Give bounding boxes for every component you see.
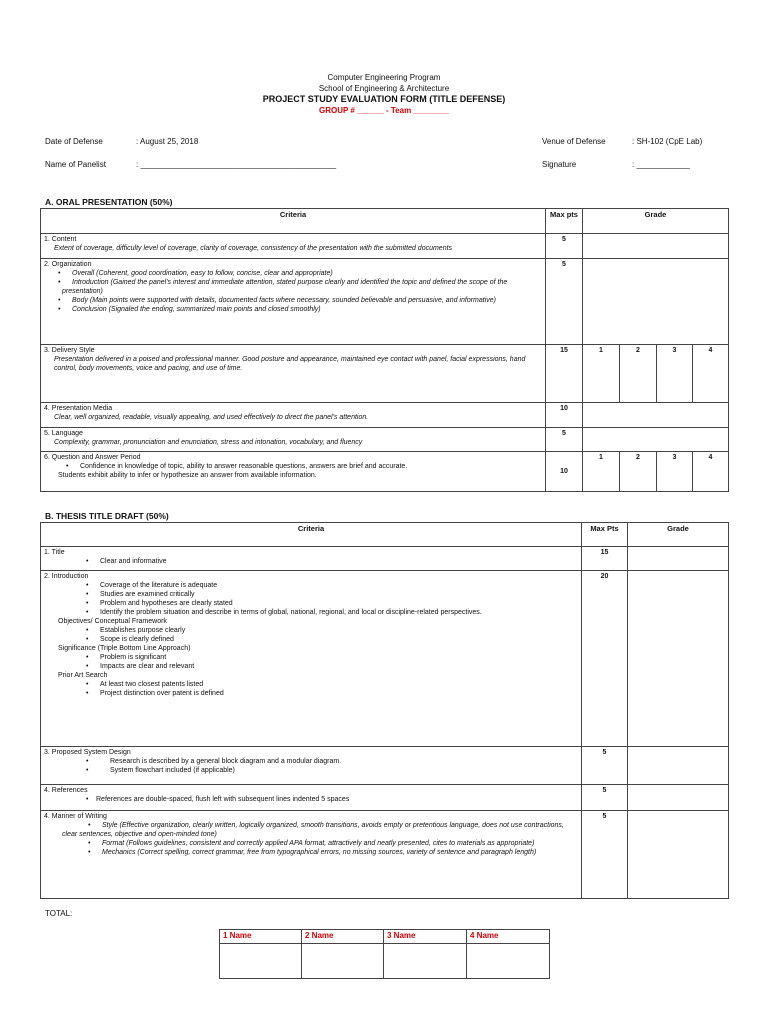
org-body: • Body (Main points were supported with details, documented facts where necessary, sounded believable and persuasive, and informative) <box>44 296 542 305</box>
references-pts: 5 <box>582 785 628 811</box>
school-name: School of Engineering & Architecture <box>318 84 450 93</box>
section-b-title: B. THESIS TITLE DRAFT (50%) <box>45 511 169 521</box>
grade-cell[interactable] <box>628 785 729 811</box>
table-row <box>41 345 729 403</box>
signature-value[interactable]: : ____________ <box>632 160 690 169</box>
design-pts: 5 <box>582 747 628 785</box>
significance-item: • Impacts are clear and relevant <box>44 662 578 671</box>
name-header-4: 4 Name <box>467 930 550 944</box>
content-title: 1. Content <box>44 236 77 243</box>
delivery-title: 3. Delivery Style <box>44 347 95 354</box>
delivery-pts: 15 <box>546 345 583 403</box>
name-score-cell[interactable] <box>467 944 550 979</box>
content-pts: 5 <box>546 234 583 259</box>
writing-pts: 5 <box>582 811 628 899</box>
panelist-value[interactable]: : ____________________________________________ <box>136 160 337 169</box>
grade-cell[interactable] <box>628 811 729 899</box>
qa-title: 6. Question and Answer Period <box>44 454 141 461</box>
grade-3[interactable]: 3 <box>657 345 693 403</box>
name-score-cell[interactable] <box>220 944 302 979</box>
language-title: 5. Language <box>44 430 83 437</box>
media-desc: Clear, well organized, readable, visually appealing, and used effectively to direct the panel's attention. <box>54 414 369 421</box>
group-team-line: GROUP # ______ - Team ________ <box>318 106 449 115</box>
writing-row-label: 4. Manner of Writing <box>44 813 107 820</box>
title-item: • Clear and informative <box>44 557 578 566</box>
delivery-desc: Presentation delivered in a poised and professional manner. Good posture and appearance, maintained eye contact with panel, facial expressions, hand control, body movements, voice and pacing, and use of time. <box>54 356 526 372</box>
org-title: 2. Organization <box>44 261 92 268</box>
qa-pts: 10 <box>546 452 583 492</box>
prior-art-item: • At least two closest patents listed <box>44 680 578 689</box>
objectives-item: • Establishes purpose clearly <box>44 626 578 635</box>
table-row <box>41 571 729 747</box>
date-label: Date of Defense <box>45 137 103 146</box>
intro-item: • Problem and hypotheses are clearly stated <box>44 599 578 608</box>
media-pts: 10 <box>546 403 583 428</box>
writing-style: • Style (Effective organization, clearly written, logically organized, smooth transitions, avoids empty or pretentious language, does not use contractions, clear sentences, objective and open-minded tone) <box>44 821 578 839</box>
grade-cell[interactable] <box>628 547 729 571</box>
grade-cell[interactable] <box>583 259 729 345</box>
language-desc: Complexity, grammar, pronunciation and enunciation, stress and intonation, vocabulary, and fluency <box>54 439 363 446</box>
name-header-2: 2 Name <box>302 930 384 944</box>
objectives-item: • Scope is clearly defined <box>44 635 578 644</box>
objectives-label: Objectives/ Conceptual Framework <box>58 618 167 625</box>
writing-format: • Format (Follows guidelines, consistent and correctly applied APA format, attractively and neatly presented, cites to materials as appropriate) <box>44 839 578 848</box>
signature-label: Signature <box>542 160 577 169</box>
intro-item: • Studies are examined critically <box>44 590 578 599</box>
grade-1[interactable]: 1 <box>583 345 620 403</box>
name-score-cell[interactable] <box>384 944 467 979</box>
criteria-header: Criteria <box>41 209 546 234</box>
intro-item: • Coverage of the literature is adequate <box>44 581 578 590</box>
org-pts: 5 <box>546 259 583 345</box>
title-pts: 15 <box>582 547 628 571</box>
table-row <box>41 747 729 785</box>
grade-4[interactable]: 4 <box>693 345 729 403</box>
writing-mechanics: • Mechanics (Correct spelling, correct grammar, free from typographical errors, no missing sources, variety of sentence and paragraph length) <box>44 848 578 857</box>
qa-item: • Confidence in knowledge of topic, ability to answer reasonable questions, answers are brief and accurate. <box>44 462 542 471</box>
section-a-title: A. ORAL PRESENTATION (50%) <box>45 197 173 207</box>
panelist-label: Name of Panelist <box>45 160 106 169</box>
program-name: Computer Engineering Program <box>327 73 441 82</box>
grade-cell[interactable] <box>583 428 729 452</box>
name-score-cell[interactable] <box>302 944 384 979</box>
design-item: • Research is described by a general block diagram and a modular diagram. <box>44 757 578 766</box>
grade-4[interactable]: 4 <box>693 452 729 492</box>
intro-row-label: 2. Introduction <box>44 573 89 580</box>
date-value: : August 25, 2018 <box>136 137 199 146</box>
name-header-3: 3 Name <box>384 930 467 944</box>
grade-header: Grade <box>628 523 729 547</box>
grade-3[interactable]: 3 <box>657 452 693 492</box>
name-header-1: 1 Name <box>220 930 302 944</box>
design-item: • System flowchart included (if applicable) <box>44 766 578 775</box>
max-pts-header: Max pts <box>546 209 583 234</box>
names-table <box>219 929 550 979</box>
significance-item: • Problem is significant <box>44 653 578 662</box>
prior-art-item: • Project distinction over patent is defined <box>44 689 578 698</box>
title-row-label: 1. Title <box>44 549 65 556</box>
content-desc: Extent of coverage, difficulty level of coverage, clarity of coverage, consistency of the presentation with the submitted documents <box>54 245 453 252</box>
table-row <box>41 259 729 345</box>
media-title: 4. Presentation Media <box>44 405 113 412</box>
intro-item: • Identify the problem situation and describe in terms of global, national, regional, and local or discipline-related perspectives. <box>44 608 578 617</box>
table-row <box>41 547 729 571</box>
criteria-header: Criteria <box>41 523 582 547</box>
max-pts-header: Max Pts <box>582 523 628 547</box>
table-row <box>41 403 729 428</box>
thesis-title-table <box>40 522 729 899</box>
grade-1[interactable]: 1 <box>583 452 620 492</box>
references-row-label: 4. References <box>44 787 88 794</box>
table-row <box>41 428 729 452</box>
grade-cell[interactable] <box>583 403 729 428</box>
form-title: PROJECT STUDY EVALUATION FORM (TITLE DEFENSE) <box>262 94 506 104</box>
table-row <box>41 785 729 811</box>
grade-cell[interactable] <box>628 747 729 785</box>
language-pts: 5 <box>546 428 583 452</box>
grade-cell[interactable] <box>628 571 729 747</box>
qa-item-2: Students exhibit ability to infer or hypothesize an answer from available information. <box>58 472 317 479</box>
org-intro: • Introduction (Gained the panel's interest and immediate attention, stated purpose clearly and identified the topic and defined the scope of the presentation) <box>44 278 542 296</box>
prior-art-label: Prior Art Search <box>58 672 108 679</box>
form-header <box>0 72 768 116</box>
table-row <box>41 234 729 259</box>
grade-2[interactable]: 2 <box>620 345 657 403</box>
venue-value: : SH-102 (CpE Lab) <box>632 137 703 146</box>
table-row <box>41 452 729 492</box>
org-conclusion: • Conclusion (Signaled the ending, summarized main points and closed smoothly) <box>44 305 542 314</box>
references-item: • References are double-spaced, flush left with subsequent lines indented 5 spaces <box>44 795 578 804</box>
intro-pts: 20 <box>582 571 628 747</box>
significance-label: Significance (Triple Bottom Line Approach) <box>58 645 191 652</box>
grade-cell[interactable] <box>583 234 729 259</box>
grade-header: Grade <box>583 209 729 234</box>
total-label: TOTAL: <box>45 909 73 918</box>
design-row-label: 3. Proposed System Design <box>44 749 131 756</box>
org-overall: • Overall (Coherent, good coordination, easy to follow, concise, clear and appropriate) <box>44 269 542 278</box>
oral-presentation-table <box>40 208 729 492</box>
table-row <box>41 811 729 899</box>
venue-label: Venue of Defense <box>542 137 606 146</box>
grade-2[interactable]: 2 <box>620 452 657 492</box>
